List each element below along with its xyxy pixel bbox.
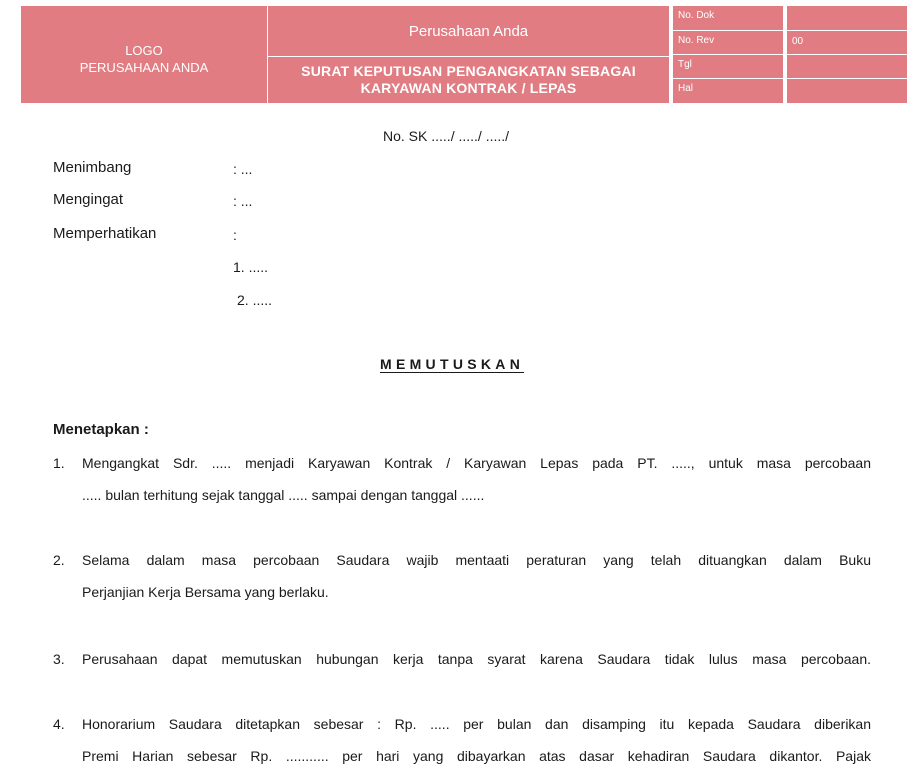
meta-label-page: Hal — [678, 83, 694, 94]
meta-label-date: Tgl — [678, 59, 692, 70]
point-line: Selama dalam masa percobaan Saudara wajib mentaati peraturan yang telah dituangkan dalam Buku — [82, 552, 871, 568]
consideration-label-memperhatikan: Memperhatikan — [53, 225, 157, 242]
meta-value-page — [788, 79, 907, 103]
company-logo-placeholder — [21, 6, 267, 103]
consideration-value-menimbang: : ... — [233, 161, 253, 177]
consideration-value-memperhatikan: : — [233, 227, 237, 243]
logo-company-name: PERUSAHAAN ANDA — [79, 59, 209, 75]
point-text — [82, 447, 871, 511]
point-number: 3. — [53, 651, 65, 667]
document-title — [268, 57, 669, 103]
document-title-line2: KARYAWAN KONTRAK / LEPAS — [360, 80, 577, 96]
meta-value-doc-number — [788, 6, 907, 30]
meta-label-revision: No. Rev — [678, 35, 715, 46]
meta-value-revision: 00 — [792, 36, 804, 47]
point-text — [82, 708, 871, 772]
sub-point-1: 1. ..... — [233, 259, 269, 275]
logo-label: LOGO — [125, 42, 163, 58]
document-title-line1: SURAT KEPUTUSAN PENGANGKATAN SEBAGAI — [301, 63, 636, 79]
meta-value-date — [788, 55, 907, 79]
company-name: Perusahaan Anda — [408, 22, 529, 40]
consideration-label-menimbang: Menimbang — [53, 159, 132, 176]
establish-label: Menetapkan : — [53, 421, 149, 438]
point-line: Premi Harian sebesar Rp. ........... per hari yang dibayarkan atas dasar kehadiran Saudara dikantor. Pajak — [82, 748, 871, 764]
point-line: Mengangkat Sdr. ..... menjadi Karyawan Kontrak / Karyawan Lepas pada PT. ....., untuk masa percobaan — [82, 455, 871, 471]
point-number: 4. — [53, 716, 65, 732]
meta-label-doc-number: No. Dok — [678, 10, 715, 21]
consideration-label-mengingat: Mengingat — [53, 191, 124, 208]
point-line: ..... bulan terhitung sejak tanggal ..... sampai dengan tanggal ...... — [82, 487, 485, 503]
point-line: Perjanjian Kerja Bersama yang berlaku. — [82, 584, 329, 600]
point-number: 1. — [53, 455, 65, 471]
point-line: Perusahaan dapat memutuskan hubungan kerja tanpa syarat karena Saudara tidak lulus masa percobaan. — [82, 651, 871, 667]
consideration-value-mengingat: : ... — [233, 193, 253, 209]
point-line: Honorarium Saudara ditetapkan sebesar : Rp. ..... per bulan dan disamping itu kepada Saudara diberikan — [82, 716, 871, 732]
point-number: 2. — [53, 552, 65, 568]
point-text — [82, 544, 871, 608]
sk-number: No. SK ...../ ...../ ...../ — [383, 128, 510, 144]
document-header — [21, 6, 907, 103]
decision-heading: MEMUTUSKAN — [380, 356, 525, 372]
sub-point-2: 2. ..... — [237, 292, 273, 308]
point-text — [82, 643, 871, 675]
